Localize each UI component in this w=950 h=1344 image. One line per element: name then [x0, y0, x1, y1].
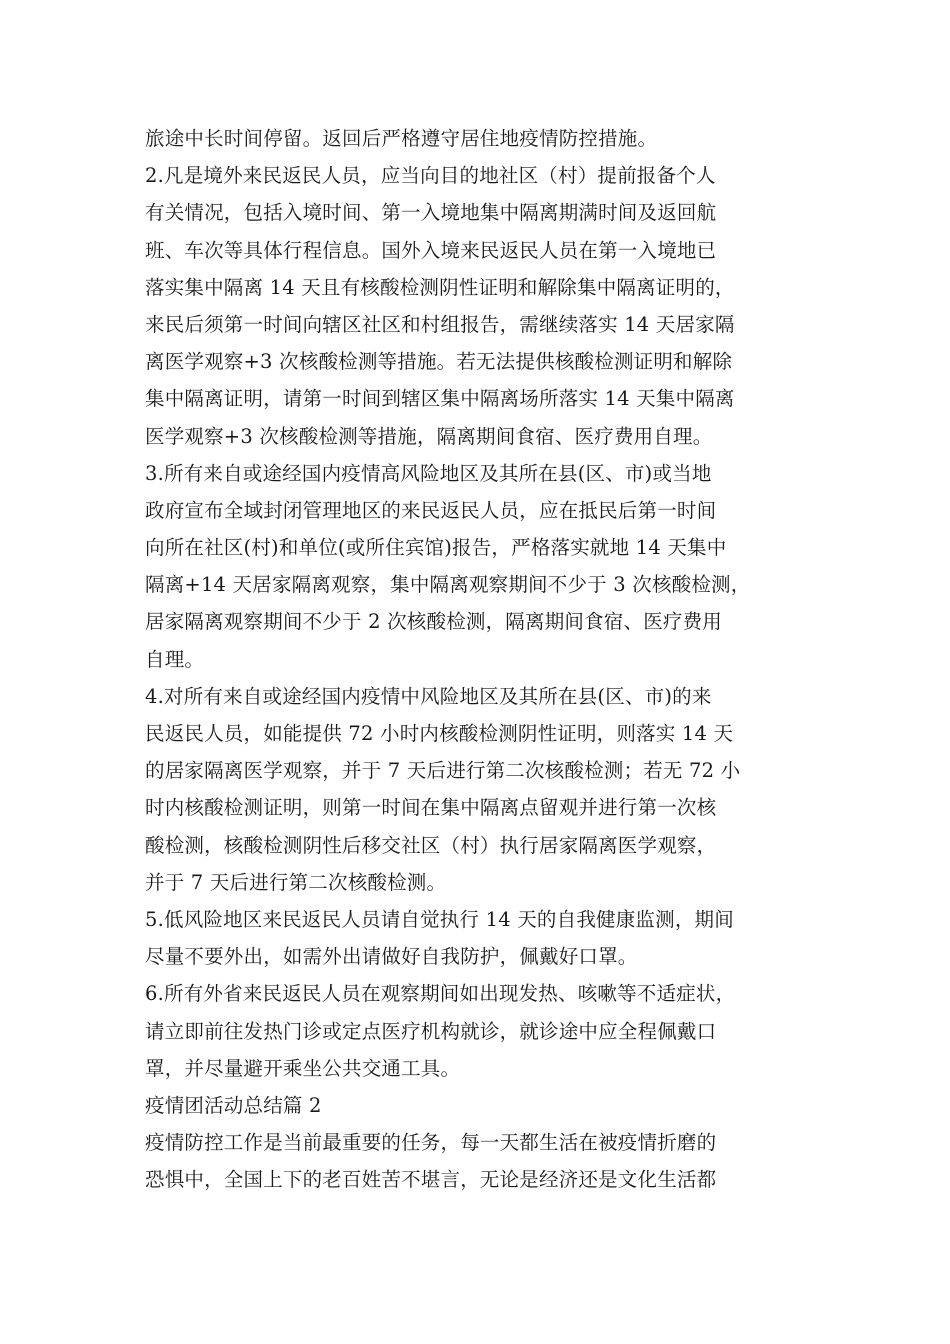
- text-line: 落实集中隔离 14 天且有核酸检测阴性证明和解除集中隔离证明的，: [145, 275, 735, 299]
- document-body: [145, 120, 815, 1198]
- text-line: 自理。: [145, 647, 205, 671]
- text-line: 罩，并尽量避开乘坐公共交通工具。: [145, 1056, 461, 1080]
- text-line: 离医学观察+3 次核酸检测等措施。若无法提供核酸检测证明和解除: [145, 350, 733, 374]
- text-line: 请立即前往发热门诊或定点医疗机构就诊，就诊途中应全程佩戴口: [145, 1019, 717, 1043]
- text-line: 酸检测，核酸检测阴性后移交社区（村）执行居家隔离医学观察，: [145, 833, 717, 857]
- text-line: 3.所有来自或途经国内疫情高风险地区及其所在县(区、市)或当地: [145, 461, 712, 485]
- text-line: 政府宣布全域封闭管理地区的来民返民人员，应在抵民后第一时间: [145, 498, 717, 522]
- text-line: 尽量不要外出，如需外出请做好自我防护，佩戴好口罩。: [145, 945, 638, 969]
- text-line: 来民后须第一时间向辖区社区和村组报告，需继续落实 14 天居家隔: [145, 312, 735, 336]
- text-line: 的居家隔离医学观察，并于 7 天后进行第二次核酸检测；若无 72 小: [145, 759, 741, 783]
- text-line: 医学观察+3 次核酸检测等措施，隔离期间食宿、医疗费用自理。: [145, 424, 713, 448]
- text-line: 2.凡是境外来民返民人员，应当向目的地社区（村）提前报备个人: [145, 164, 716, 188]
- text-line: 集中隔离证明，请第一时间到辖区集中隔离场所落实 14 天集中隔离: [145, 387, 735, 411]
- text-line: 时内核酸检测证明，则第一时间在集中隔离点留观并进行第一次核: [145, 796, 717, 820]
- section-heading: 疫情团活动总结篇 2: [145, 1093, 322, 1117]
- text-line: 有关情况，包括入境时间、第一入境地集中隔离期满时间及返回航: [145, 201, 717, 225]
- text-line: 隔离+14 天居家隔离观察，集中隔离观察期间不少于 3 次核酸检测，: [145, 573, 751, 597]
- text-line: 并于 7 天后进行第二次核酸检测。: [145, 870, 447, 894]
- text-line: 5.低风险地区来民返民人员请自觉执行 14 天的自我健康监测，期间: [145, 907, 734, 931]
- text-line: 恐惧中，全国上下的老百姓苦不堪言，无论是经济还是文化生活都: [145, 1168, 717, 1192]
- text-line: 居家隔离观察期间不少于 2 次核酸检测，隔离期间食宿、医疗费用: [145, 610, 723, 634]
- text-line: 向所在社区(村)和单位(或所住宾馆)报告，严格落实就地 14 天集中: [145, 536, 727, 560]
- text-line: 班、车次等具体行程信息。国外入境来民返民人员在第一入境地已: [145, 238, 717, 262]
- text-line: 疫情防控工作是当前最重要的任务，每一天都生活在被疫情折磨的: [145, 1131, 717, 1155]
- text-line: 旅途中长时间停留。返回后严格遵守居住地疫情防控措施。: [145, 127, 658, 150]
- text-line: 4.对所有来自或途经国内疫情中风险地区及其所在县(区、市)的来: [145, 684, 712, 708]
- text-line: 6.所有外省来民返民人员在观察期间如出现发热、咳嗽等不适症状，: [145, 982, 736, 1006]
- text-line: 民返民人员，如能提供 72 小时内核酸检测阴性证明，则落实 14 天: [145, 722, 734, 745]
